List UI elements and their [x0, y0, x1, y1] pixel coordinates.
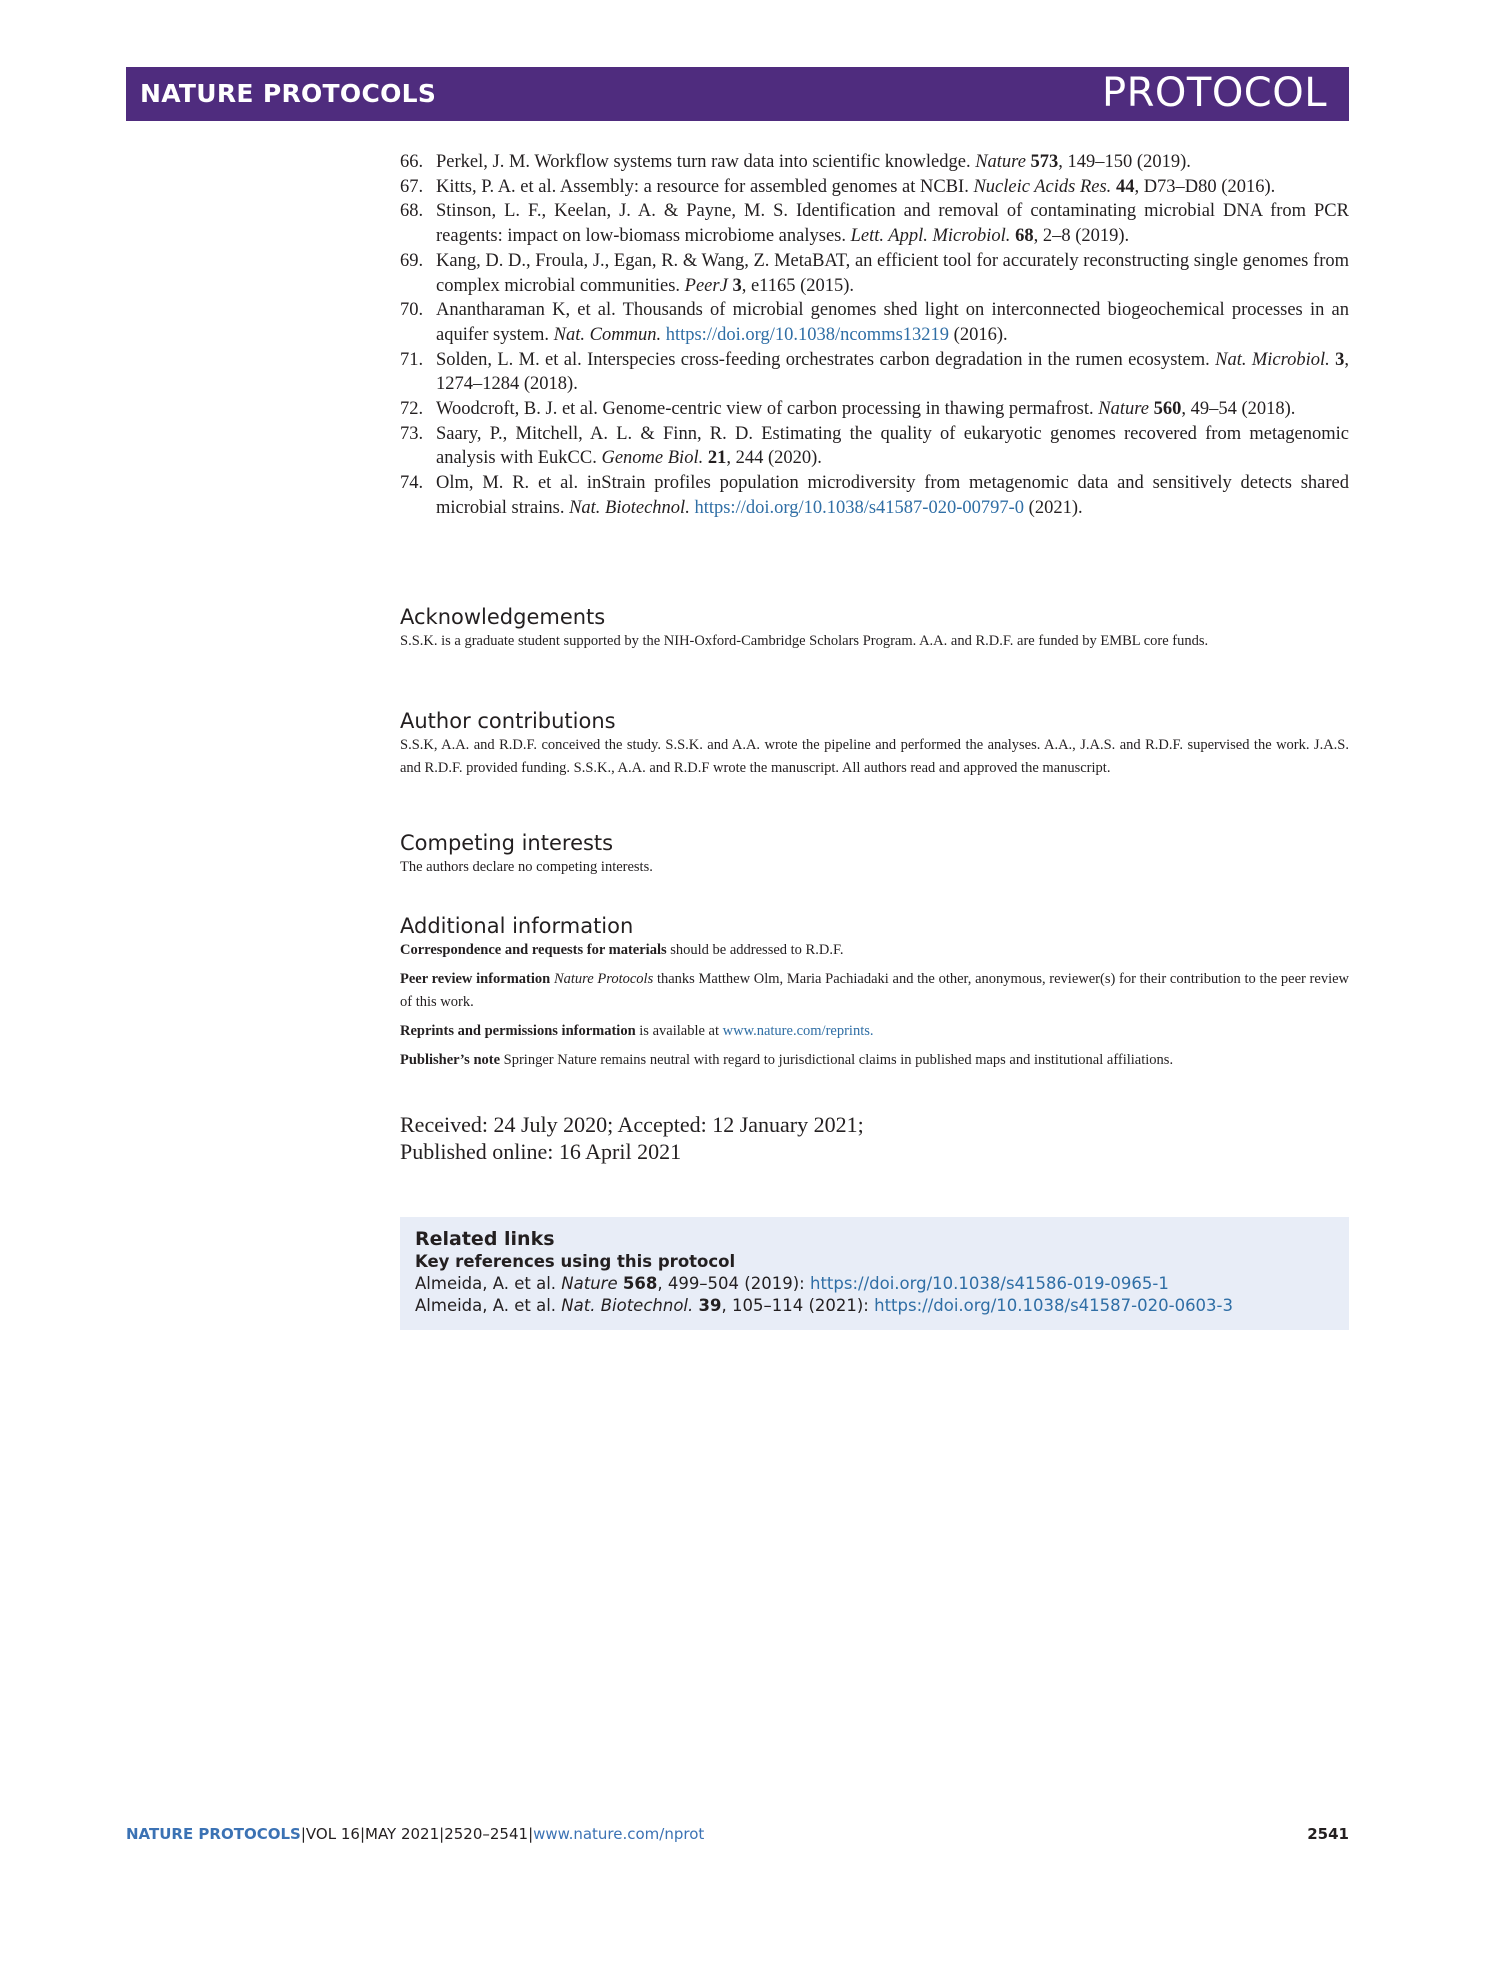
reference-year: (2016).: [949, 324, 1008, 345]
reference-doi-link[interactable]: https://doi.org/10.1038/s41587-020-00797-0: [694, 497, 1025, 518]
reference-journal: Lett. Appl. Microbiol.: [850, 226, 1011, 247]
article-type: PROTOCOL: [1101, 70, 1327, 116]
reference-text: Anantharaman K, et al. Thousands of microbial genomes shed light on interconnected biogeochemical processes in an aquifer system.: [436, 300, 1349, 345]
reprints-label: Reprints and permissions information: [400, 1023, 636, 1039]
reference-doi-link[interactable]: https://doi.org/10.1038/ncomms13219: [665, 324, 950, 345]
footer-url[interactable]: www.nature.com/nprot: [533, 1825, 705, 1843]
reference-journal: Nat. Microbiol.: [1215, 349, 1330, 370]
peer-review-journal: Nature Protocols: [553, 971, 654, 987]
page-footer: NATURE PROTOCOLS|VOL 16|MAY 2021|2520–2541|www.nature.com/nprot 2541: [126, 1825, 1349, 1843]
footer-volume: VOL 16: [305, 1825, 360, 1843]
reference-text: Woodcroft, B. J. et al. Genome-centric view of carbon processing in thawing permafrost.: [436, 399, 1099, 420]
reference-journal: Genome Biol.: [601, 448, 704, 469]
reference-pages: , 149–150 (2019).: [1058, 152, 1191, 172]
correspondence-label: Correspondence and requests for materials: [400, 942, 667, 958]
reference-volume: 573: [1030, 152, 1059, 172]
reprints-link[interactable]: www.nature.com/reprints.: [722, 1023, 874, 1039]
reference-number: 72.: [400, 399, 424, 420]
reference-item: [400, 422, 1349, 471]
related-link-volume: 39: [698, 1296, 722, 1315]
reference-volume: 560: [1153, 399, 1182, 420]
reference-item: [400, 249, 1349, 298]
reference-pages: , e1165 (2015).: [741, 275, 855, 296]
related-links-box: [400, 1217, 1349, 1330]
reference-number: 70.: [400, 300, 424, 321]
reference-journal: Nucleic Acids Res.: [973, 176, 1112, 197]
journal-name: NATURE PROTOCOLS: [140, 79, 437, 108]
reference-item: [400, 471, 1349, 520]
competing-interests-text: The authors declare no competing interests.: [400, 859, 653, 875]
reference-list: [400, 150, 1349, 521]
related-link-journal: Nat. Biotechnol.: [561, 1296, 694, 1315]
reference-item: [400, 397, 1349, 422]
reference-text: Stinson, L. F., Keelan, J. A. & Payne, M. S. Identification and removal of contaminating microbial DNA from PCR reagents: impact on low-biomass microbiome analyses.: [436, 201, 1349, 247]
reference-pages: , 49–54 (2018).: [1181, 399, 1296, 420]
related-links-title: Related links: [415, 1228, 555, 1250]
reference-text: Olm, M. R. et al. inStrain profiles population microdiversity from metagenomic data and sensitively detects shared microbial strains.: [436, 473, 1349, 518]
reference-text: Kang, D. D., Froula, J., Egan, R. & Wang, Z. MetaBAT, an efficient tool for accurately reconstructing single genomes from complex microbial communities.: [436, 250, 1349, 296]
reference-volume: 44: [1115, 176, 1135, 197]
published-online-date: Published online: 16 April 2021: [400, 1139, 682, 1164]
publisher-note-text: Springer Nature remains neutral with regard to jurisdictional claims in published maps and institutional affiliations.: [500, 1052, 1174, 1068]
competing-interests-section: [400, 830, 1349, 879]
reprints-text: is available at: [635, 1023, 723, 1039]
reference-journal: Nat. Biotechnol.: [569, 497, 690, 518]
reference-number: 67.: [400, 176, 424, 197]
reference-pages: , 244 (2020).: [726, 448, 822, 469]
reference-pages: , D73–D80 (2016).: [1134, 176, 1276, 197]
journal-header-bar: [126, 67, 1349, 121]
reference-year: (2021).: [1024, 497, 1083, 518]
related-links-subtitle: Key references using this protocol: [415, 1252, 736, 1271]
related-link-item: [415, 1295, 1233, 1317]
reference-pages: , 1274–1284 (2018).: [436, 349, 1349, 395]
publisher-note-paragraph: [400, 1049, 1349, 1072]
related-link-doi[interactable]: https://doi.org/10.1038/s41586-019-0965-1: [809, 1274, 1169, 1293]
reference-journal: Nature: [1098, 399, 1149, 420]
reference-item: [400, 298, 1349, 347]
peer-review-text: thanks Matthew Olm, Maria Pachiadaki and the other, anonymous, reviewer(s) for their contribution to the peer review of this work.: [400, 971, 1350, 1010]
correspondence-text: should be addressed to R.D.F.: [666, 942, 844, 958]
reference-number: 74.: [400, 473, 424, 494]
reference-pages: , 2–8 (2019).: [1033, 226, 1130, 247]
related-link-journal: Nature: [561, 1274, 618, 1293]
publication-dates: [400, 1111, 864, 1165]
author-contributions-text: S.S.K, A.A. and R.D.F. conceived the study. S.S.K. and A.A. wrote the pipeline and performed the analyses. A.A., J.A.S. and R.D.F. supervised the work. J.A.S. and R.D.F. provided funding. S.S.K., A.A. and R.D.F wrote the manuscript. All authors read and approved the manuscript.: [400, 737, 1349, 776]
reference-journal: Nat. Commun.: [553, 324, 662, 345]
reference-number: 69.: [400, 250, 424, 271]
reference-text: Saary, P., Mitchell, A. L. & Finn, R. D. Estimating the quality of eukaryotic genomes recovered from metagenomic analysis with EukCC.: [436, 423, 1349, 469]
reference-number: 71.: [400, 349, 424, 370]
reference-number: 66.: [400, 152, 424, 172]
author-contributions-section: [400, 708, 1349, 780]
footer-journal: NATURE PROTOCOLS: [126, 1825, 301, 1843]
reference-volume: 3: [732, 275, 742, 296]
reference-volume: 21: [707, 448, 727, 469]
additional-information-heading: Additional information: [400, 914, 634, 938]
peer-review-paragraph: [400, 968, 1349, 1014]
footer-date: MAY 2021: [365, 1825, 440, 1843]
reprints-paragraph: [400, 1020, 1349, 1043]
related-link-pages: , 105–114 (2021):: [721, 1296, 875, 1315]
received-accepted-dates: Received: 24 July 2020; Accepted: 12 January 2021;: [400, 1112, 864, 1137]
footer-pages: 2520–2541: [444, 1825, 529, 1843]
acknowledgements-section: [400, 604, 1349, 653]
reference-text: Solden, L. M. et al. Interspecies cross-feeding orchestrates carbon degradation in the rumen ecosystem.: [436, 349, 1216, 370]
related-link-doi[interactable]: https://doi.org/10.1038/s41587-020-0603-3: [874, 1296, 1234, 1315]
reference-text: Perkel, J. M. Workflow systems turn raw data into scientific knowledge.: [436, 152, 976, 172]
reference-volume: 68: [1015, 226, 1034, 247]
page-number: 2541: [1307, 1825, 1349, 1843]
related-link-authors: Almeida, A. et al.: [415, 1296, 562, 1315]
reference-volume: 3: [1335, 349, 1345, 370]
publisher-note-label: Publisher’s note: [400, 1052, 501, 1068]
peer-review-label: Peer review information: [400, 971, 551, 987]
related-link-authors: Almeida, A. et al.: [415, 1274, 562, 1293]
competing-interests-heading: Competing interests: [400, 831, 614, 855]
reference-journal: Nature: [975, 152, 1026, 172]
related-link-volume: 568: [622, 1274, 658, 1293]
reference-item: [400, 150, 1349, 175]
acknowledgements-heading: Acknowledgements: [400, 605, 606, 629]
reference-journal: PeerJ: [684, 275, 728, 296]
reference-item: [400, 175, 1349, 200]
related-link-pages: , 499–504 (2019):: [657, 1274, 810, 1293]
author-contributions-heading: Author contributions: [400, 709, 616, 733]
additional-information-section: [400, 913, 1349, 1078]
reference-item: [400, 348, 1349, 397]
reference-text: Kitts, P. A. et al. Assembly: a resource for assembled genomes at NCBI.: [436, 176, 974, 197]
acknowledgements-text: S.S.K. is a graduate student supported by the NIH-Oxford-Cambridge Scholars Program. A.A. and R.D.F. are funded by EMBL core funds.: [400, 633, 1209, 649]
reference-number: 73.: [400, 423, 424, 444]
correspondence-paragraph: [400, 939, 1349, 962]
reference-item: [400, 199, 1349, 248]
related-link-item: [415, 1273, 1233, 1295]
reference-number: 68.: [400, 201, 424, 222]
